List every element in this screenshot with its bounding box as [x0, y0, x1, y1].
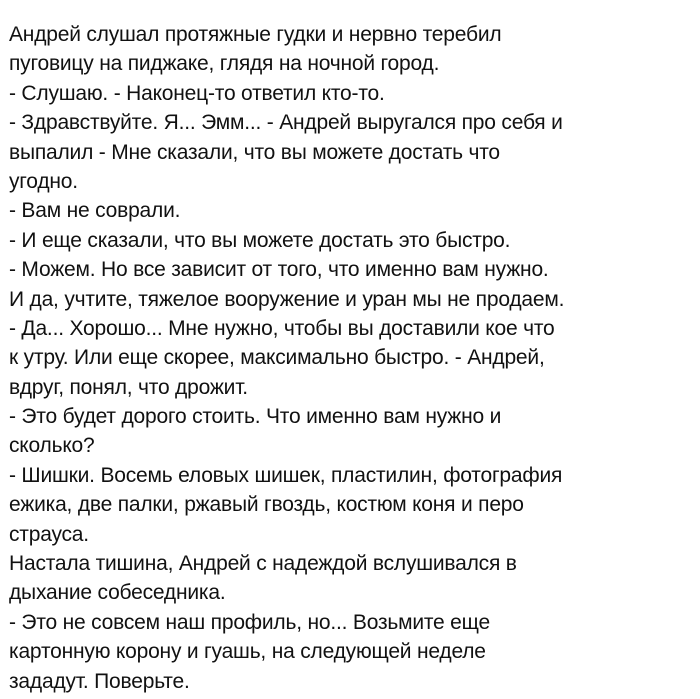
text-line: - Можем. Но все зависит от того, что именно вам нужно. — [9, 258, 549, 282]
text-line: - Шишки. Восемь еловых шишек, пластилин, фотография — [9, 463, 563, 487]
text-line: ежика, две палки, ржавый гвоздь, костюм коня и перо — [9, 493, 524, 517]
paragraph-dialogue — [9, 108, 693, 196]
text-line: вдруг, понял, что дрожит. — [9, 375, 248, 399]
paragraph-intro — [9, 20, 693, 79]
text-line: И да, учтите, тяжелое вооружение и уран мы не продаем. — [9, 287, 565, 311]
text-line: - Да... Хорошо... Мне нужно, чтобы вы доставили кое что — [9, 316, 555, 340]
paragraph-narration — [9, 549, 693, 608]
text-line: дыхание собеседника. — [9, 581, 226, 605]
paragraph-dialogue — [9, 461, 693, 549]
text-line: - Вам не соврали. — [9, 199, 181, 223]
text-line: зададут. Поверьте. — [9, 669, 190, 693]
paragraph-dialogue — [9, 402, 693, 461]
text-line: - Это не совсем наш профиль, но... Возьмите еще — [9, 610, 490, 634]
text-line: - Слушаю. - Наконец-то ответил кто-то. — [9, 81, 385, 105]
top-edge — [0, 0, 700, 12]
paragraph-dialogue — [9, 314, 693, 402]
paragraph-dialogue — [9, 79, 693, 108]
paragraph-dialogue — [9, 255, 693, 314]
text-line: - И еще сказали, что вы можете достать это быстро. — [9, 228, 511, 252]
story-text — [9, 20, 693, 696]
text-line: Настала тишина, Андрей с надеждой вслушивался в — [9, 552, 517, 576]
paragraph-dialogue — [9, 226, 693, 255]
text-line: - Это будет дорого стоить. Что именно вам нужно и — [9, 405, 502, 429]
text-line: угодно. — [9, 169, 78, 193]
text-line: - Здравствуйте. Я... Эмм... - Андрей выругался про себя и — [9, 111, 563, 135]
text-line: Андрей слушал протяжные гудки и нервно теребил — [9, 23, 502, 46]
text-line: картонную корону и гуашь, на следующей неделе — [9, 640, 486, 664]
text-line: сколько? — [9, 434, 95, 458]
text-line: страуса. — [9, 522, 89, 546]
paragraph-dialogue — [9, 196, 693, 225]
text-line: выпалил - Мне сказали, что вы можете достать что — [9, 140, 500, 164]
paragraph-dialogue — [9, 608, 693, 696]
text-line: к утру. Или еще скорее, максимально быстро. - Андрей, — [9, 346, 545, 370]
text-line: пуговицу на пиджаке, глядя на ночной город. — [9, 52, 440, 76]
